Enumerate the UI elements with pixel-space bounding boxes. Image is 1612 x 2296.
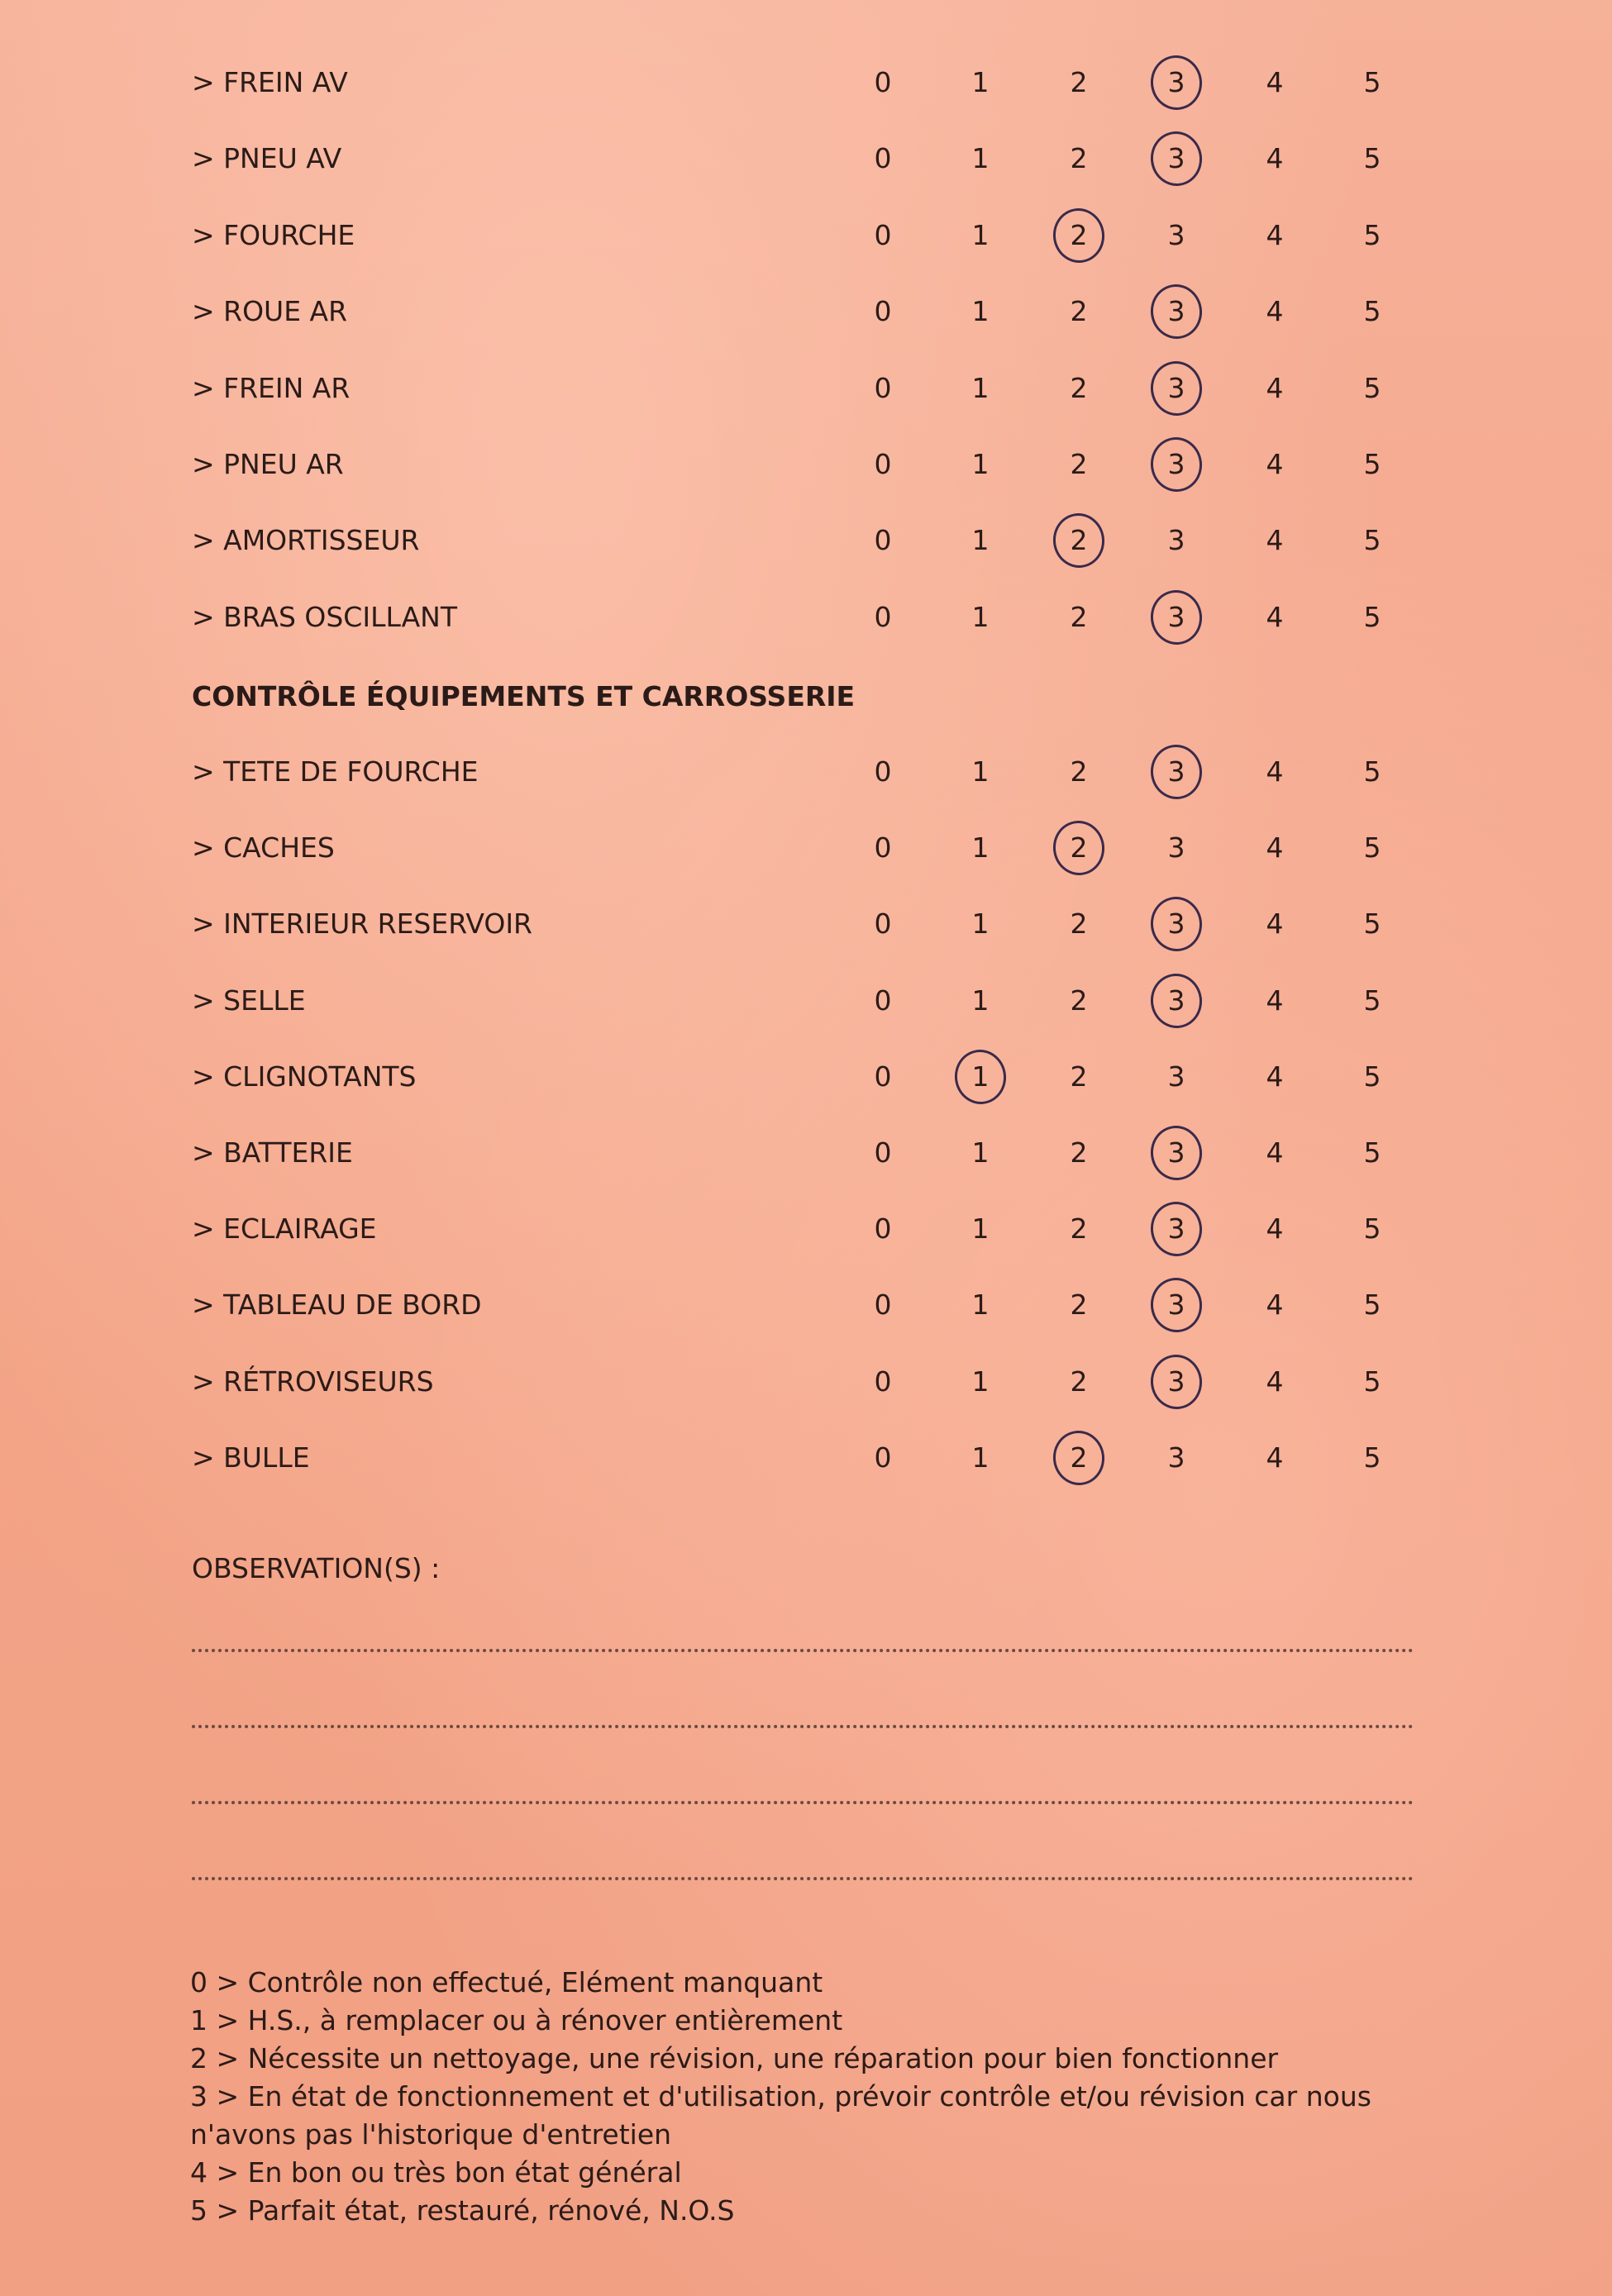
rating-row bbox=[0, 440, 1612, 489]
score-option[interactable]: 2 bbox=[1070, 1365, 1088, 1398]
score-option[interactable]: 1 bbox=[971, 1060, 990, 1093]
score-option[interactable]: 4 bbox=[1266, 1136, 1284, 1169]
score-option[interactable]: 2 bbox=[1070, 755, 1088, 788]
score-option[interactable]: 5 bbox=[1363, 371, 1381, 404]
legend-line: 3 > En état de fonctionnement et d'utilisation, prévoir contrôle et/ou révision car nous bbox=[190, 2080, 1371, 2113]
score-option[interactable]: 2 bbox=[1070, 1289, 1088, 1322]
score-option[interactable]: 5 bbox=[1363, 448, 1381, 480]
score-option[interactable]: 0 bbox=[874, 448, 892, 480]
score-option[interactable]: 4 bbox=[1266, 984, 1284, 1017]
score-option[interactable]: 4 bbox=[1266, 371, 1284, 404]
legend-line: 2 > Nécessite un nettoyage, une révision, une réparation pour bien fonctionner bbox=[190, 2042, 1279, 2074]
rating-row bbox=[0, 747, 1612, 797]
score-option[interactable]: 4 bbox=[1266, 1365, 1284, 1398]
score-option[interactable]: 0 bbox=[874, 1212, 892, 1246]
section-heading-equipment: CONTRÔLE ÉQUIPEMENTS ET CARROSSERIE bbox=[192, 680, 856, 712]
score-option[interactable]: 2 bbox=[1070, 907, 1088, 941]
observations-label: OBSERVATION(S) : bbox=[192, 1552, 441, 1584]
rating-row-label: > INTERIEUR RESERVOIR bbox=[192, 907, 532, 941]
score-option[interactable]: 3 bbox=[1167, 524, 1185, 557]
score-option[interactable]: 2 bbox=[1070, 66, 1088, 98]
score-option[interactable]: 0 bbox=[874, 1136, 892, 1169]
rating-row bbox=[0, 1128, 1612, 1178]
rating-row-label: > FREIN AR bbox=[192, 371, 351, 404]
score-option[interactable]: 3 bbox=[1167, 1060, 1185, 1093]
score-option[interactable]: 0 bbox=[874, 524, 892, 557]
score-option[interactable]: 0 bbox=[874, 66, 892, 98]
score-option[interactable]: 5 bbox=[1363, 600, 1381, 633]
score-option[interactable]: 5 bbox=[1363, 142, 1381, 175]
score-option[interactable]: 2 bbox=[1070, 371, 1088, 404]
score-option[interactable]: 5 bbox=[1363, 1212, 1381, 1246]
rating-row bbox=[0, 823, 1612, 873]
score-option[interactable]: 0 bbox=[874, 1060, 892, 1093]
score-option[interactable]: 5 bbox=[1363, 1289, 1381, 1322]
score-option[interactable]: 3 bbox=[1167, 66, 1185, 98]
score-option[interactable]: 4 bbox=[1266, 142, 1284, 175]
score-option[interactable]: 0 bbox=[874, 1365, 892, 1398]
rating-row-label: > BRAS OSCILLANT bbox=[192, 600, 458, 633]
score-option[interactable]: 5 bbox=[1363, 831, 1381, 865]
rating-row bbox=[0, 364, 1612, 413]
score-option[interactable]: 1 bbox=[971, 907, 990, 941]
rating-row-label: > PNEU AV bbox=[192, 142, 342, 175]
score-option[interactable]: 5 bbox=[1363, 755, 1381, 788]
score-option[interactable]: 2 bbox=[1070, 1441, 1088, 1474]
score-option[interactable]: 2 bbox=[1070, 1136, 1088, 1169]
rating-row-label: > BATTERIE bbox=[192, 1136, 353, 1169]
score-option[interactable]: 4 bbox=[1266, 295, 1284, 328]
score-option[interactable]: 5 bbox=[1363, 984, 1381, 1017]
score-option[interactable]: 1 bbox=[971, 448, 990, 480]
score-option[interactable]: 2 bbox=[1070, 295, 1088, 328]
score-option[interactable]: 4 bbox=[1266, 600, 1284, 633]
legend-line: 1 > H.S., à remplacer ou à rénover entièrement bbox=[190, 2004, 843, 2036]
rating-row bbox=[0, 1052, 1612, 1102]
score-option[interactable]: 1 bbox=[971, 1365, 990, 1398]
score-option[interactable]: 2 bbox=[1070, 984, 1088, 1017]
score-option[interactable]: 1 bbox=[971, 1289, 990, 1322]
score-option[interactable]: 5 bbox=[1363, 295, 1381, 328]
rating-row bbox=[0, 1357, 1612, 1407]
score-option[interactable]: 2 bbox=[1070, 831, 1088, 865]
score-option[interactable]: 4 bbox=[1266, 1212, 1284, 1246]
score-option[interactable]: 2 bbox=[1070, 142, 1088, 175]
score-option[interactable]: 3 bbox=[1167, 831, 1185, 865]
rating-row-label: > CACHES bbox=[192, 831, 335, 865]
rating-row-label: > CLIGNOTANTS bbox=[192, 1060, 417, 1093]
rating-row-label: > ROUE AR bbox=[192, 295, 348, 328]
score-option[interactable]: 1 bbox=[971, 1441, 990, 1474]
score-option[interactable]: 1 bbox=[971, 295, 990, 328]
rating-row-label: > FREIN AV bbox=[192, 66, 348, 98]
rating-row bbox=[0, 1433, 1612, 1483]
score-option[interactable]: 2 bbox=[1070, 600, 1088, 633]
rating-row bbox=[0, 899, 1612, 949]
rating-row bbox=[0, 516, 1612, 565]
rating-row bbox=[0, 287, 1612, 336]
rating-row bbox=[0, 134, 1612, 183]
score-option[interactable]: 0 bbox=[874, 1289, 892, 1322]
score-option[interactable]: 3 bbox=[1167, 600, 1185, 633]
score-option[interactable]: 3 bbox=[1167, 1289, 1185, 1322]
observation-line[interactable] bbox=[192, 1649, 1414, 1652]
rating-row bbox=[0, 976, 1612, 1026]
score-option[interactable]: 0 bbox=[874, 295, 892, 328]
score-option[interactable]: 4 bbox=[1266, 66, 1284, 98]
legend-line: 5 > Parfait état, restauré, rénové, N.O.S bbox=[190, 2194, 735, 2227]
score-option[interactable]: 2 bbox=[1070, 448, 1088, 480]
score-option[interactable]: 2 bbox=[1070, 1212, 1088, 1246]
score-option[interactable]: 3 bbox=[1167, 907, 1185, 941]
score-option[interactable]: 0 bbox=[874, 1441, 892, 1474]
score-option[interactable]: 0 bbox=[874, 984, 892, 1017]
score-option[interactable]: 0 bbox=[874, 600, 892, 633]
score-option[interactable]: 4 bbox=[1266, 1441, 1284, 1474]
score-option[interactable]: 3 bbox=[1167, 1441, 1185, 1474]
score-option[interactable]: 2 bbox=[1070, 524, 1088, 557]
score-option[interactable]: 3 bbox=[1167, 1136, 1185, 1169]
score-option[interactable]: 1 bbox=[971, 755, 990, 788]
score-option[interactable]: 4 bbox=[1266, 448, 1284, 480]
score-option[interactable]: 4 bbox=[1266, 524, 1284, 557]
score-option[interactable]: 2 bbox=[1070, 218, 1088, 251]
score-option[interactable]: 5 bbox=[1363, 66, 1381, 98]
score-option[interactable]: 0 bbox=[874, 218, 892, 251]
score-option[interactable]: 5 bbox=[1363, 1365, 1381, 1398]
score-option[interactable]: 1 bbox=[971, 600, 990, 633]
score-option[interactable]: 3 bbox=[1167, 984, 1185, 1017]
score-option[interactable]: 4 bbox=[1266, 1060, 1284, 1093]
rating-row bbox=[0, 1280, 1612, 1330]
score-option[interactable]: 1 bbox=[971, 831, 990, 865]
score-option[interactable]: 4 bbox=[1266, 831, 1284, 865]
legend-line: 4 > En bon ou très bon état général bbox=[190, 2156, 682, 2189]
rating-row-label: > RÉTROVISEURS bbox=[192, 1365, 434, 1398]
rating-row bbox=[0, 58, 1612, 107]
observation-line[interactable] bbox=[192, 1725, 1414, 1728]
score-option[interactable]: 1 bbox=[971, 524, 990, 557]
score-option[interactable]: 4 bbox=[1266, 755, 1284, 788]
score-option[interactable]: 0 bbox=[874, 907, 892, 941]
score-option[interactable]: 3 bbox=[1167, 1212, 1185, 1246]
score-option[interactable]: 1 bbox=[971, 984, 990, 1017]
score-option[interactable]: 1 bbox=[971, 371, 990, 404]
score-option[interactable]: 5 bbox=[1363, 1441, 1381, 1474]
score-option[interactable]: 3 bbox=[1167, 218, 1185, 251]
rating-row bbox=[0, 211, 1612, 260]
score-option[interactable]: 1 bbox=[971, 66, 990, 98]
score-option[interactable]: 2 bbox=[1070, 1060, 1088, 1093]
rating-row-label: > TETE DE FOURCHE bbox=[192, 755, 479, 788]
score-option[interactable]: 4 bbox=[1266, 218, 1284, 251]
score-option[interactable]: 5 bbox=[1363, 1136, 1381, 1169]
score-option[interactable]: 1 bbox=[971, 1212, 990, 1246]
score-option[interactable]: 3 bbox=[1167, 448, 1185, 480]
observation-line[interactable] bbox=[192, 1877, 1414, 1880]
score-option[interactable]: 0 bbox=[874, 142, 892, 175]
score-option[interactable]: 3 bbox=[1167, 755, 1185, 788]
observation-line[interactable] bbox=[192, 1801, 1414, 1804]
rating-row-label: > FOURCHE bbox=[192, 218, 355, 251]
rating-row bbox=[0, 1204, 1612, 1254]
score-option[interactable]: 5 bbox=[1363, 218, 1381, 251]
legend-line: n'avons pas l'historique d'entretien bbox=[190, 2118, 672, 2151]
rating-row-label: > ECLAIRAGE bbox=[192, 1212, 377, 1246]
rating-row-label: > TABLEAU DE BORD bbox=[192, 1289, 482, 1322]
score-option[interactable]: 4 bbox=[1266, 907, 1284, 941]
score-option[interactable]: 1 bbox=[971, 218, 990, 251]
score-option[interactable]: 1 bbox=[971, 142, 990, 175]
score-option[interactable]: 5 bbox=[1363, 524, 1381, 557]
score-option[interactable]: 1 bbox=[971, 1136, 990, 1169]
score-option[interactable]: 4 bbox=[1266, 1289, 1284, 1322]
legend-line: 0 > Contrôle non effectué, Elément manquant bbox=[190, 1966, 823, 1998]
score-option[interactable]: 0 bbox=[874, 831, 892, 865]
score-option[interactable]: 0 bbox=[874, 371, 892, 404]
rating-row bbox=[0, 593, 1612, 642]
rating-row-label: > PNEU AR bbox=[192, 448, 344, 480]
rating-legend bbox=[190, 1964, 1414, 2230]
score-option[interactable]: 3 bbox=[1167, 371, 1185, 404]
rating-row-label: > BULLE bbox=[192, 1441, 310, 1474]
score-option[interactable]: 3 bbox=[1167, 295, 1185, 328]
score-option[interactable]: 3 bbox=[1167, 142, 1185, 175]
rating-row-label: > AMORTISSEUR bbox=[192, 524, 420, 557]
score-option[interactable]: 5 bbox=[1363, 907, 1381, 941]
rating-row-label: > SELLE bbox=[192, 984, 306, 1017]
score-option[interactable]: 0 bbox=[874, 755, 892, 788]
score-option[interactable]: 3 bbox=[1167, 1365, 1185, 1398]
score-option[interactable]: 5 bbox=[1363, 1060, 1381, 1093]
